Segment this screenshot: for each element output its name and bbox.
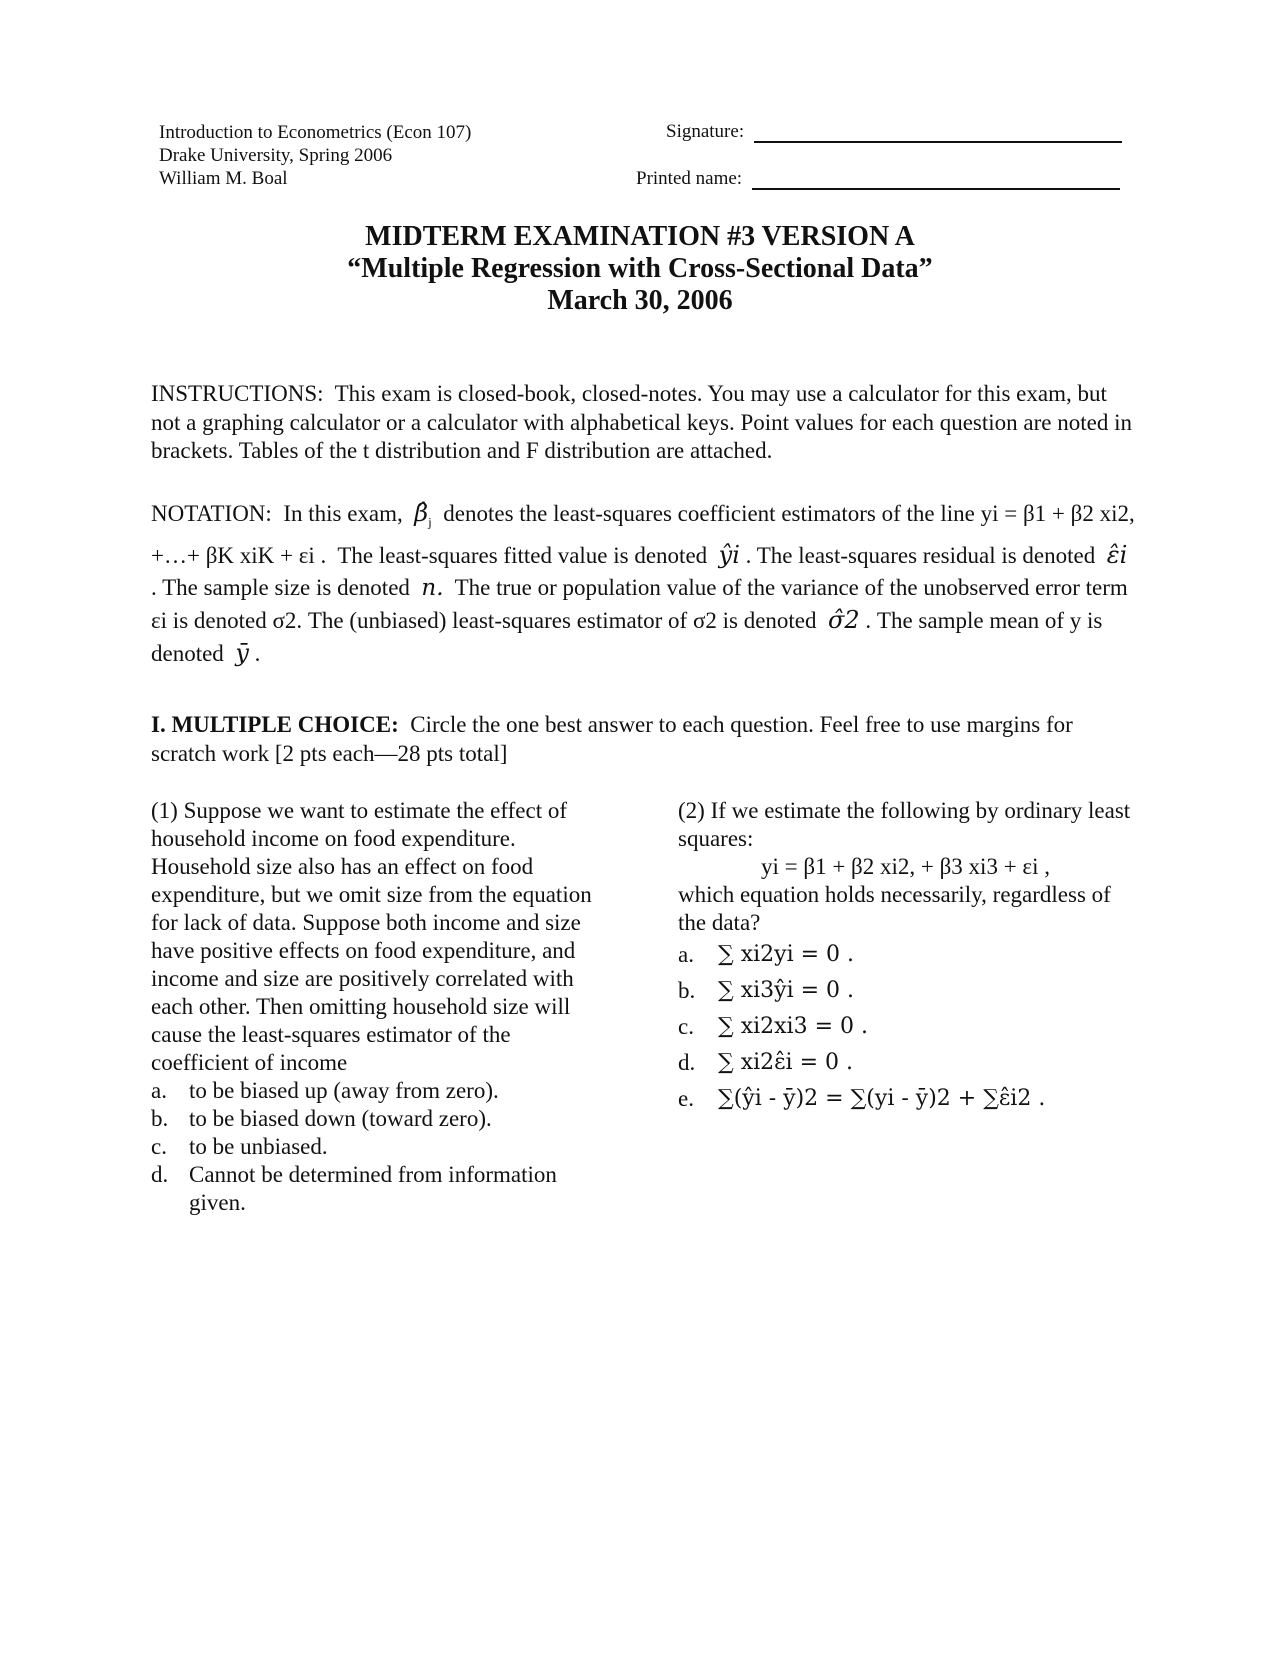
option-formula: ∑ xi2ε̂i = 0 .: [718, 1050, 853, 1075]
option-text: to be biased down (toward zero).: [189, 1106, 492, 1131]
answer-option-b[interactable]: [151, 1105, 611, 1133]
course-line: Drake University, Spring 2006: [159, 145, 393, 166]
option-formula: ∑ xi2yi = 0 .: [718, 942, 855, 967]
title-date: March 30, 2006: [547, 285, 733, 316]
instructions-label: INSTRUCTIONS:: [151, 381, 324, 406]
epsilon-hat-symbol: ε̂i: [1106, 540, 1128, 569]
option-text: Cannot be determined from information given.: [189, 1162, 557, 1215]
beta-hat-symbol: β̂: [414, 499, 429, 527]
notation-text: .: [254, 640, 261, 666]
signature-line[interactable]: [754, 121, 1122, 143]
answer-option-e[interactable]: [678, 1081, 1138, 1117]
answer-option-d[interactable]: [151, 1161, 611, 1217]
option-letter: c.: [678, 1014, 694, 1039]
title-line-1: MIDTERM EXAMINATION #3 VERSION A: [365, 221, 915, 252]
sigma-hat-symbol: σ̂2: [828, 605, 860, 634]
regression-equation: yi = β1 + β2 xi2, + β3 xi3 + εi ,: [761, 854, 1050, 879]
n-symbol: n.: [421, 574, 444, 601]
course-info: [159, 121, 471, 190]
option-letter: a.: [151, 1078, 167, 1103]
question-stem: (2) If we estimate the following by ordinary least squares:: [678, 798, 1131, 851]
answer-option-c[interactable]: [151, 1133, 611, 1161]
section-label: I. MULTIPLE CHOICE:: [151, 712, 399, 737]
printed-name-row: [636, 168, 1120, 190]
instructions-text: This exam is closed-book, closed-notes. You may use a calculator for this exam, but not a graphing calculator or a calculator with alphabetical keys. Point values for each question are noted in brackets. Tables of the t distribution and F distribution are attached.: [151, 381, 1132, 463]
option-letter: b.: [678, 978, 696, 1003]
answer-options: [151, 1077, 611, 1217]
signature-label: Signature:: [666, 121, 745, 142]
title-line-2: “Multiple Regression with Cross-Sectional Data”: [347, 253, 933, 284]
notation-text: The true or population value of the variance of the unobserved error term εi is denoted σ2. The (unbiased) least-squares estimator of σ2 is denoted: [151, 574, 1128, 633]
notation-text: denotes the least-squares coefficient estimators of the line: [443, 501, 975, 526]
option-formula: ∑ xi2xi3 = 0 .: [718, 1014, 868, 1039]
notation-label: NOTATION:: [151, 501, 272, 526]
notation-text: In this exam,: [283, 501, 403, 526]
option-letter: a.: [678, 942, 694, 967]
printed-name-label: Printed name:: [636, 168, 743, 189]
model-equation: yi = β1 + β2 xi2, +…+ βK xiK + εi .: [151, 501, 1135, 568]
question-2: [678, 797, 1138, 1117]
option-letter: d.: [678, 1050, 696, 1075]
option-formula: ∑ xi3ŷi = 0 .: [718, 978, 855, 1003]
section-text: Circle the one best answer to each question. Feel free to use margins for scratch work [2 pts each—28 pts total]: [151, 712, 1073, 766]
notation: NOTATION: In this exam, $\betâ_j$ denotes the least-squares coefficient estimators of the line yi = β1 + β2 xi2, +…+ βK xiK + εi . The least-squares fitted value is denoted ŷi . The least-squares residual is denoted ε̂i . The sample size is denoted n. The true or population value of the variance of the unobserved error term εi is denoted σ2. The (unbiased) least-squares estimator of σ2 is denoted σ̂2 . The sample mean of y is denoted ȳ .: [151, 499, 1135, 667]
exam-title: [0, 221, 1280, 317]
answer-option-b[interactable]: [678, 973, 1138, 1009]
question-1: [151, 797, 611, 1217]
section-multiple-choice: [151, 711, 1136, 768]
question-stem: (1) Suppose we want to estimate the effect of household income on food expenditure. Household size also has an effect on food expenditure, but we omit size from the equation for lack of data. Suppose both income and size have positive effects on food expenditure, and income and size are positively correlated with each other. Then omitting household size will cause the least-squares estimator of the coefficient of income: [151, 798, 592, 1075]
notation-text: . The sample size is denoted: [151, 574, 410, 600]
notation-text: . The least-squares residual is denoted: [745, 542, 1096, 568]
option-letter: b.: [151, 1106, 169, 1131]
printed-name-line[interactable]: [752, 168, 1120, 190]
y-bar-symbol: ȳ: [235, 638, 249, 667]
notation-text: The least-squares fitted value is denoted: [337, 542, 708, 568]
course-line: Introduction to Econometrics (Econ 107): [159, 122, 472, 143]
instructions: [151, 380, 1136, 466]
answer-option-a[interactable]: [678, 937, 1138, 973]
question-stem-2: which equation holds necessarily, regardless of the data?: [678, 882, 1111, 935]
signature-row: [666, 121, 1122, 143]
course-line: William M. Boal: [159, 168, 288, 189]
option-text: to be unbiased.: [189, 1134, 328, 1159]
option-letter: d.: [151, 1162, 169, 1187]
option-formula: ∑(ŷi - ȳ)2 = ∑(yi - ȳ)2 + ∑ε̂i2 .: [718, 1086, 1046, 1111]
option-letter: c.: [151, 1134, 167, 1159]
answer-option-d[interactable]: [678, 1045, 1138, 1081]
notation-text: . The sample mean of y is denoted: [151, 607, 1103, 666]
y-hat-symbol: ŷi: [718, 540, 740, 569]
answer-option-c[interactable]: [678, 1009, 1138, 1045]
option-text: to be biased up (away from zero).: [189, 1078, 499, 1103]
answer-option-a[interactable]: [151, 1077, 611, 1105]
option-letter: e.: [678, 1086, 694, 1111]
